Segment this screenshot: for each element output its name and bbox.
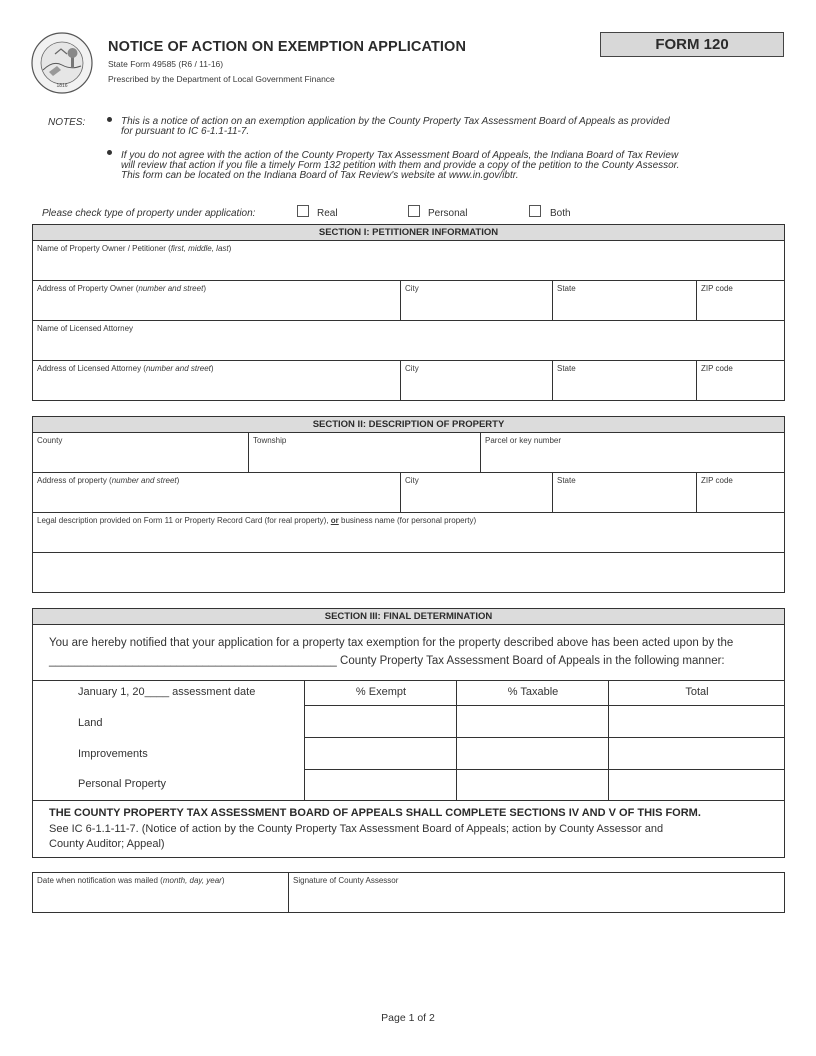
note-2-line-1: If you do not agree with the action of the County Property Tax Assessment Board of Appeals, the Indiana Board of Tax Review: [121, 150, 679, 161]
checkbox-real-label: Real: [317, 208, 338, 219]
owner-name-label: Name of Property Owner / Petitioner (first, middle, last): [37, 244, 232, 253]
checkbox-both[interactable]: [529, 205, 541, 217]
bullet-icon: [107, 150, 112, 155]
column-header-taxable: % Taxable: [456, 680, 609, 706]
owner-city-cell: [401, 281, 553, 321]
township-cell: [249, 433, 481, 473]
checkbox-personal[interactable]: [408, 205, 420, 217]
form-title: NOTICE OF ACTION ON EXEMPTION APPLICATION: [108, 39, 467, 55]
checkbox-personal-label: Personal: [428, 208, 468, 219]
parcel-cell: [481, 433, 784, 473]
notes-label: NOTES:: [48, 117, 86, 128]
instruction-line-2: County Auditor; Appeal): [49, 838, 165, 850]
property-state-cell: [553, 473, 697, 513]
property-address-cell: [33, 473, 401, 513]
owner-state-cell: [553, 281, 697, 321]
improvements-exempt-cell[interactable]: [304, 737, 457, 769]
prescribed-by: Prescribed by the Department of Local Government Finance: [108, 74, 335, 84]
attorney-city-label: City: [405, 364, 419, 373]
attorney-address-label: Address of Licensed Attorney (number and street): [37, 364, 214, 373]
page-number: Page 1 of 2: [381, 1012, 435, 1024]
column-header-exempt: % Exempt: [304, 680, 457, 706]
legal-description-continued-input[interactable]: [35, 555, 782, 590]
property-zip-cell: [697, 473, 784, 513]
personal-property-total-cell[interactable]: [608, 769, 785, 801]
property-address-label: Address of property (number and street): [37, 476, 180, 485]
note-1: [121, 117, 741, 137]
instructions-block: [33, 807, 784, 857]
personal-property-taxable-cell[interactable]: [456, 769, 609, 801]
attorney-address-cell: [33, 361, 401, 400]
owner-zip-input[interactable]: [699, 295, 782, 318]
owner-address-cell: [33, 281, 401, 321]
instruction-line-1: See IC 6-1.1-11-7. (Notice of action by the County Property Tax Assessment Board of Appeals; action by County Assessor and: [49, 823, 664, 835]
owner-address-label: Address of Property Owner (number and street): [37, 284, 206, 293]
land-total-cell[interactable]: [608, 705, 785, 737]
county-label: County: [37, 436, 63, 445]
owner-zip-cell: [697, 281, 784, 321]
mailed-date-cell: [33, 873, 289, 912]
form-number-badge: FORM 120: [600, 32, 784, 57]
land-taxable-cell[interactable]: [456, 705, 609, 737]
owner-state-label: State: [557, 284, 576, 293]
column-header-total: Total: [608, 680, 785, 706]
svg-text:1816: 1816: [56, 83, 68, 89]
attorney-city-cell: [401, 361, 553, 400]
property-type-label: Please check type of property under application:: [42, 208, 256, 219]
county-cell: [33, 433, 249, 473]
note-1-line-2: for pursuant to IC 6-1.1-11-7.: [121, 126, 250, 137]
section-2-title: SECTION II: DESCRIPTION OF PROPERTY: [33, 417, 784, 433]
county-name-blank[interactable]: _____________________________________________: [49, 655, 337, 667]
owner-zip-label: ZIP code: [701, 284, 733, 293]
instruction-bold: THE COUNTY PROPERTY TAX ASSESSMENT BOARD OF APPEALS SHALL COMPLETE SECTIONS IV AND V OF THIS FORM.: [49, 807, 701, 819]
assessor-signature-cell: [289, 873, 784, 912]
assessor-signature-label: Signature of County Assessor: [293, 876, 399, 885]
row-label-personal-property: Personal Property: [78, 778, 167, 790]
notice-line-2: _____________________________________________ County Property Tax Assessment Board of Appeals in the following manner:: [49, 655, 725, 667]
township-input[interactable]: [251, 447, 478, 470]
property-city-input[interactable]: [403, 487, 550, 510]
note-2-line-2: will review that action if you file a timely Form 132 petition with them and provide a copy of the petition to the County Assessor.: [121, 160, 680, 171]
state-form-number: State Form 49585 (R6 / 11-16): [108, 59, 224, 69]
attorney-name-input[interactable]: [35, 335, 782, 358]
property-state-label: State: [557, 476, 576, 485]
section-1-petitioner-information: [32, 224, 785, 401]
attorney-city-input[interactable]: [403, 375, 550, 398]
section-3-final-determination: [32, 608, 785, 858]
legal-description-continued-cell: [33, 553, 784, 592]
property-address-input[interactable]: [35, 487, 398, 510]
attorney-zip-label: ZIP code: [701, 364, 733, 373]
notice-line-1: You are hereby notified that your application for a property tax exemption for the property described above has been acted upon by the: [49, 637, 734, 649]
personal-property-exempt-cell[interactable]: [304, 769, 457, 801]
attorney-zip-cell: [697, 361, 784, 400]
owner-name-cell: [33, 241, 784, 281]
legal-description-label: Legal description provided on Form 11 or Property Record Card (for real property), or business name (for personal property): [37, 516, 477, 525]
owner-state-input[interactable]: [555, 295, 694, 318]
improvements-total-cell[interactable]: [608, 737, 785, 769]
parcel-label: Parcel or key number: [485, 436, 562, 445]
indiana-state-seal: [31, 32, 93, 94]
owner-city-label: City: [405, 284, 419, 293]
checkbox-both-label: Both: [550, 208, 571, 219]
attorney-state-input[interactable]: [555, 375, 694, 398]
mailed-date-label: Date when notification was mailed (month, day, year): [37, 876, 225, 885]
owner-address-input[interactable]: [35, 295, 398, 318]
county-input[interactable]: [35, 447, 246, 470]
checkbox-real[interactable]: [297, 205, 309, 217]
owner-name-input[interactable]: [35, 255, 782, 278]
signature-block: [32, 872, 785, 913]
note-2: [121, 151, 741, 181]
owner-city-input[interactable]: [403, 295, 550, 318]
improvements-taxable-cell[interactable]: [456, 737, 609, 769]
note-1-line-1: This is a notice of action on an exemption application by the County Property Tax Assessment Board of Appeals as provided: [121, 116, 670, 127]
section-2-description-of-property: [32, 416, 785, 593]
property-zip-label: ZIP code: [701, 476, 733, 485]
bullet-icon: [107, 117, 112, 122]
property-city-cell: [401, 473, 553, 513]
determination-table: [33, 680, 784, 801]
property-city-label: City: [405, 476, 419, 485]
attorney-name-label: Name of Licensed Attorney: [37, 324, 134, 333]
row-label-land: Land: [78, 717, 103, 729]
property-state-input[interactable]: [555, 487, 694, 510]
note-2-line-3: This form can be located on the Indiana Board of Tax Review's website at www.in.gov/ibtr.: [121, 170, 519, 181]
row-label-improvements: Improvements: [78, 748, 148, 760]
property-zip-input[interactable]: [699, 487, 782, 510]
section-1-title: SECTION I: PETITIONER INFORMATION: [33, 225, 784, 241]
attorney-state-cell: [553, 361, 697, 400]
legal-description-cell: [33, 513, 784, 553]
legal-description-input[interactable]: [35, 527, 782, 550]
assessment-date-label: January 1, 20____ assessment date: [78, 686, 256, 698]
section-3-title: SECTION III: FINAL DETERMINATION: [33, 609, 784, 625]
township-label: Township: [253, 436, 287, 445]
assessor-signature-input[interactable]: [291, 887, 782, 910]
parcel-input[interactable]: [483, 447, 782, 470]
attorney-state-label: State: [557, 364, 576, 373]
mailed-date-input[interactable]: [35, 887, 286, 910]
attorney-zip-input[interactable]: [699, 375, 782, 398]
land-exempt-cell[interactable]: [304, 705, 457, 737]
attorney-address-input[interactable]: [35, 375, 398, 398]
attorney-name-cell: [33, 321, 784, 361]
